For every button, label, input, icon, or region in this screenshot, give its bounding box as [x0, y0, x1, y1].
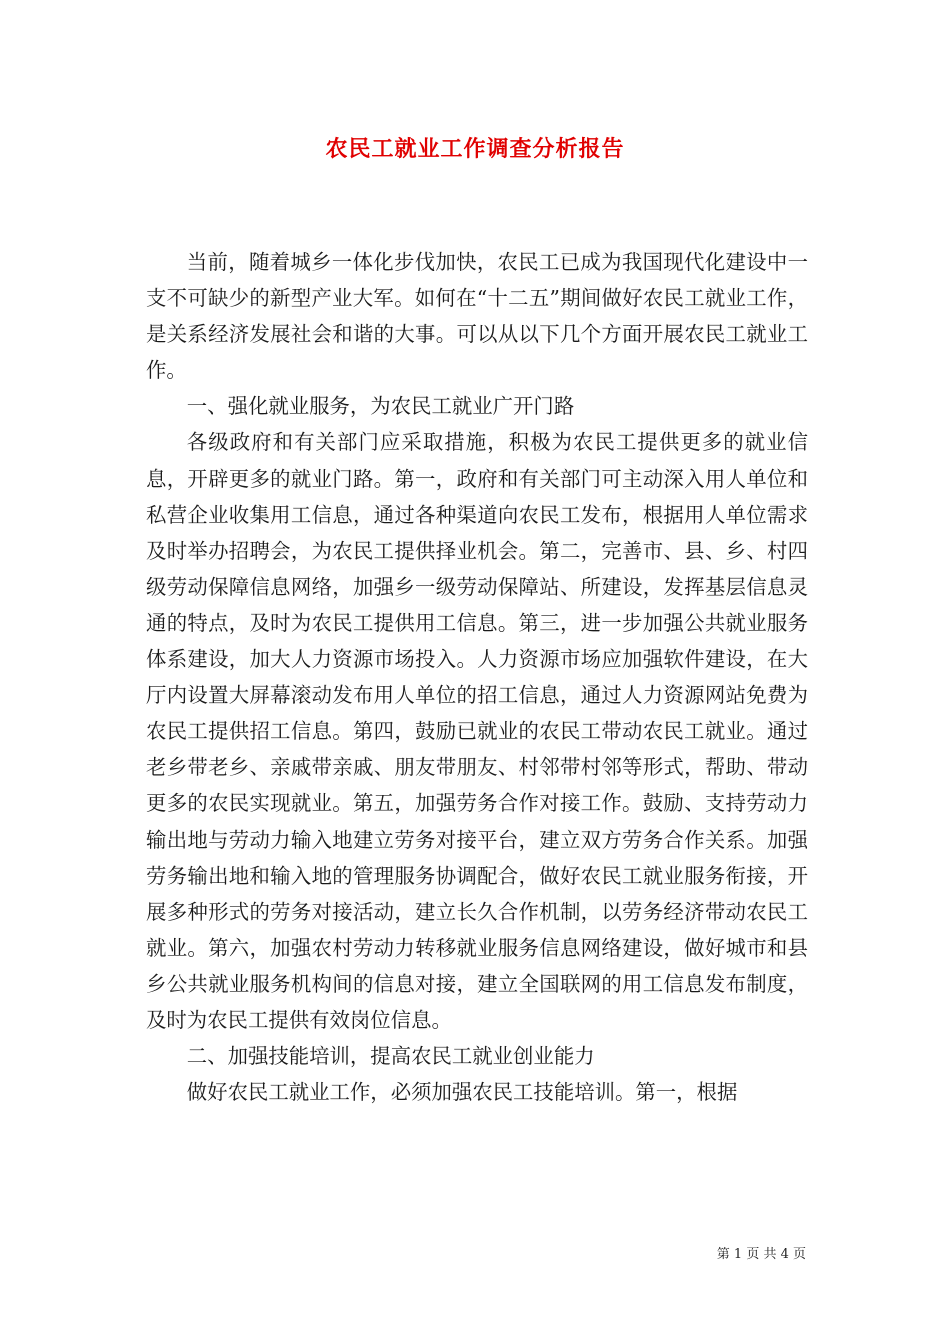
paragraph-intro: 当前，随着城乡一体化步伐加快，农民工已成为我国现代化建设中一支不可缺少的新型产业大军。如何在“十二五”期间做好农民工就业工作，是关系经济发展社会和谐的大事。可以从以下几个方面开展农民工就业工作。 — [146, 250, 808, 383]
document-body — [146, 244, 808, 1110]
paragraph-section-2: 做好农民工就业工作，必须加强农民工技能培训。第一，根据 — [186, 1080, 738, 1105]
paragraph-section-1: 各级政府和有关部门应采取措施，积极为农民工提供更多的就业信息，开辟更多的就业门路。第一，政府和有关部门可主动深入用人单位和私营企业收集用工信息，通过各种渠道向农民工发布，根据用人单位需求及时举办招聘会，为农民工提供择业机会。第二，完善市、县、乡、村四级劳动保障信息网络，加强乡一级劳动保障站、所建设，发挥基层信息灵通的特点，及时为农民工提供用工信息。第三，进一步加强公共就业服务体系建设，加大人力资源市场投入。人力资源市场应加强软件建设，在大厅内设置大屏幕滚动发布用人单位的招工信息，通过人力资源网站免费为农民工提供招工信息。第四，鼓励已就业的农民工带动农民工就业。通过老乡带老乡、亲戚带亲戚、朋友带朋友、村邻带村邻等形式，帮助、带动更多的农民实现就业。第五，加强劳务合作对接工作。鼓励、支持劳动力输出地与劳动力输入地建立劳务对接平台，建立双方劳务合作关系。加强劳务输出地和输入地的管理服务协调配合，做好农民工就业服务衔接，开展多种形式的劳务对接活动，建立长久合作机制，以劳务经济带动农民工就业。第六，加强农村劳动力转移就业服务信息网络建设，做好城市和县乡公共就业服务机构间的信息对接，建立全国联网的用工信息发布制度，及时为农民工提供有效岗位信息。 — [146, 430, 808, 1032]
document-title: 农民工就业工作调查分析报告 — [325, 136, 625, 162]
section-heading-1: 一、强化就业服务，为农民工就业广开门路 — [186, 394, 575, 419]
page-number-footer: 第 1 页 共 4 页 — [716, 1247, 806, 1262]
section-heading-2: 二、加强技能培训，提高农民工就业创业能力 — [186, 1044, 595, 1069]
